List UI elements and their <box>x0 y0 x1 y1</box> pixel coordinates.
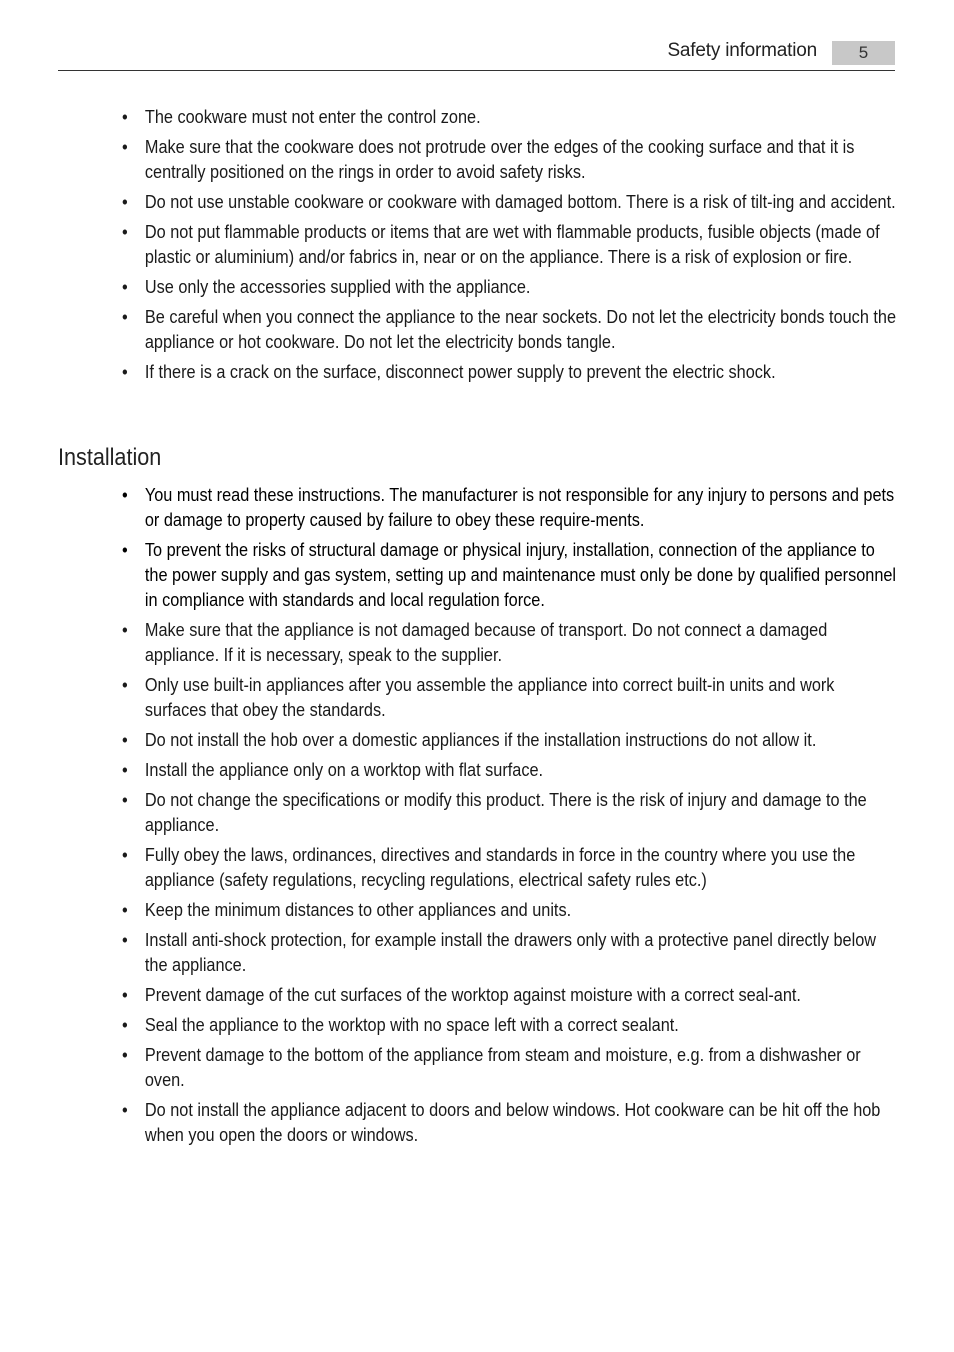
list-item: • Keep the minimum distances to other appliances and units. <box>122 897 897 922</box>
list-item: • To prevent the risks of structural damage or physical injury, installation, connection of the appliance to the power supply and gas system, setting up and maintenance must only be done by qualified personnel in compliance with standards and local regulation force. <box>122 537 897 612</box>
list-item: • Do not install the appliance adjacent to doors and below windows. Hot cookware can be hit off the hob when you open the doors or windows. <box>122 1097 897 1147</box>
list-item: • Only use built-in appliances after you assemble the appliance into correct built-in units and work surfaces that obey the standards. <box>122 672 897 722</box>
page-number: 5 <box>832 41 895 65</box>
list-item: • Install anti-shock protection, for example install the drawers only with a protective panel directly below the appliance. <box>122 927 897 977</box>
list-item: • You must read these instructions. The manufacturer is not responsible for any injury to persons and pets or damage to property caused by failure to obey these require-ments. <box>122 482 897 532</box>
installation-bullet-list <box>122 482 897 1152</box>
list-item: • Seal the appliance to the worktop with no space left with a correct sealant. <box>122 1012 897 1037</box>
list-item: • Install the appliance only on a worktop with flat surface. <box>122 757 897 782</box>
list-item: • Be careful when you connect the appliance to the near sockets. Do not let the electricity bonds touch the appliance or hot cookware. Do not let the electricity bonds tangle. <box>122 304 897 354</box>
page-header <box>58 36 895 71</box>
list-item: • Fully obey the laws, ordinances, directives and standards in force in the country where you use the appliance (safety regulations, recycling regulations, electrical safety rules etc.) <box>122 842 897 892</box>
list-item: • Prevent damage of the cut surfaces of the worktop against moisture with a correct seal-ant. <box>122 982 897 1007</box>
list-item: • Prevent damage to the bottom of the appliance from steam and moisture, e.g. from a dishwasher or oven. <box>122 1042 897 1092</box>
list-item: • Use only the accessories supplied with the appliance. <box>122 274 897 299</box>
list-item: • Make sure that the appliance is not damaged because of transport. Do not connect a damaged appliance. If it is necessary, speak to the supplier. <box>122 617 897 667</box>
list-item: • Do not change the specifications or modify this product. There is the risk of injury and damage to the appliance. <box>122 787 897 837</box>
list-item: • Do not use unstable cookware or cookware with damaged bottom. There is a risk of tilt-ing and accident. <box>122 189 897 214</box>
list-item: • The cookware must not enter the control zone. <box>122 104 897 129</box>
header-title: Safety information <box>667 40 817 61</box>
list-item: • Do not put flammable products or items that are wet with flammable products, fusible objects (made of plastic or aluminium) and/or fabrics in, near or on the appliance. There is a risk of explosion or fire. <box>122 219 897 269</box>
safety-bullet-list <box>122 104 897 389</box>
installation-heading: Installation <box>58 444 162 471</box>
list-item: • Make sure that the cookware does not protrude over the edges of the cooking surface and that it is centrally positioned on the rings in order to avoid safety risks. <box>122 134 897 184</box>
list-item: • Do not install the hob over a domestic appliances if the installation instructions do not allow it. <box>122 727 897 752</box>
list-item: • If there is a crack on the surface, disconnect power supply to prevent the electric shock. <box>122 359 897 384</box>
